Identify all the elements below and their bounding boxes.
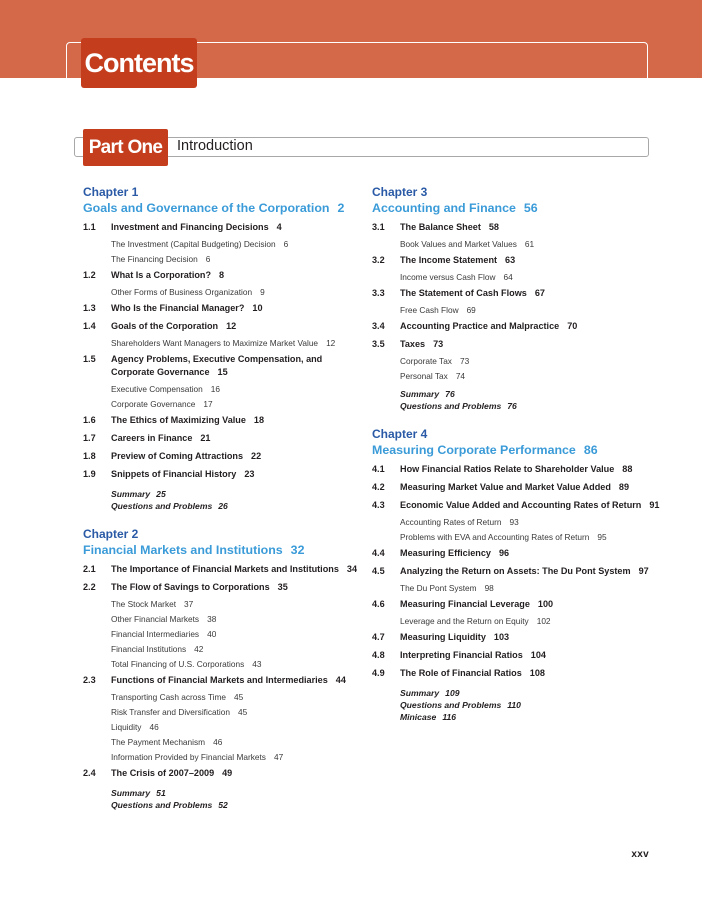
right-column [372,184,662,726]
toc-section[interactable]: 1.9 Snippets of Financial History 23 [83,469,255,479]
toc-subsection[interactable]: Total Financing of U.S. Corporations 43 [111,659,262,669]
toc-section[interactable]: 4.5 Analyzing the Return on Assets: The Du Pont System 97 [372,566,649,576]
toc-summary[interactable]: Summary 109 [400,688,460,698]
toc-questions[interactable]: Questions and Problems 26 [111,501,228,511]
toc-section[interactable]: 1.6 The Ethics of Maximizing Value 18 [83,415,265,425]
toc-section[interactable]: 4.7 Measuring Liquidity 103 [372,632,510,642]
chapter-title[interactable]: Goals and Governance of the Corporation 2 [83,201,345,215]
toc-subsection[interactable]: The Du Pont System 98 [400,583,494,593]
chapter-number: Chapter 1 [83,185,139,199]
toc-section[interactable]: 1.3 Who Is the Financial Manager? 10 [83,303,263,313]
toc-section[interactable]: 2.1 The Importance of Financial Markets and Institutions 34 [83,564,358,574]
toc-section[interactable]: 1.7 Careers in Finance 21 [83,433,211,443]
toc-section[interactable]: 4.8 Interpreting Financial Ratios 104 [372,650,546,660]
toc-subsection[interactable]: The Stock Market 37 [111,599,194,609]
toc-subsection[interactable]: Other Forms of Business Organization 9 [111,287,265,297]
toc-subsection[interactable]: The Financing Decision 6 [111,254,211,264]
toc-section[interactable]: 3.3 The Statement of Cash Flows 67 [372,288,545,298]
toc-minicase[interactable]: Minicase 116 [400,712,457,722]
toc-section[interactable]: 4.9 The Role of Financial Ratios 108 [372,668,545,678]
toc-section[interactable]: 4.4 Measuring Efficiency 96 [372,548,510,558]
toc-subsection[interactable]: Transporting Cash across Time 45 [111,692,244,702]
toc-subsection[interactable]: Financial Institutions 42 [111,644,204,654]
toc-section[interactable]: 3.5 Taxes 73 [372,339,444,349]
toc-section[interactable]: 4.2 Measuring Market Value and Market Value Added 89 [372,482,630,492]
toc-section[interactable]: 3.2 The Income Statement 63 [372,255,516,265]
toc-subsection[interactable]: Shareholders Want Managers to Maximize Market Value 12 [111,338,336,348]
part-title: Introduction [177,138,253,154]
toc-section[interactable]: 2.4 The Crisis of 2007–2009 49 [83,768,233,778]
chapter-number: Chapter 4 [372,427,428,441]
toc-section[interactable]: 1.8 Preview of Coming Attractions 22 [83,451,262,461]
toc-subsection[interactable]: Risk Transfer and Diversification 45 [111,707,248,717]
toc-subsection[interactable]: Leverage and the Return on Equity 102 [400,616,551,626]
page-number: xxv [631,849,649,860]
toc-section[interactable]: 4.3 Economic Value Added and Accounting Rates of Return 91 [372,500,660,510]
toc-subsection[interactable]: Corporate Governance 17 [111,399,213,409]
toc-section[interactable]: 2.2 The Flow of Savings to Corporations 35 [83,582,288,592]
toc-section[interactable]: 1.5 Agency Problems, Executive Compensation, and Corporate Governance 15 [83,354,323,377]
toc-subsection[interactable]: Book Values and Market Values 61 [400,239,535,249]
toc-subsection[interactable]: Corporate Tax 73 [400,356,470,366]
toc-subsection[interactable]: Problems with EVA and Accounting Rates of Return 95 [400,532,607,542]
toc-questions[interactable]: Questions and Problems 110 [400,700,521,710]
toc-questions[interactable]: Questions and Problems 76 [400,401,517,411]
toc-summary[interactable]: Summary 25 [111,489,166,499]
toc-subsection[interactable]: Income versus Cash Flow 64 [400,272,513,282]
toc-section[interactable]: 2.3 Functions of Financial Markets and Intermediaries 44 [83,675,346,685]
toc-subsection[interactable]: Financial Intermediaries 40 [111,629,217,639]
chapter-title[interactable]: Measuring Corporate Performance 86 [372,443,598,457]
chapter-1 [83,184,368,512]
chapter-2 [83,526,368,811]
left-column [83,184,368,814]
toc-subsection[interactable]: Other Financial Markets 38 [111,614,217,624]
toc-subsection[interactable]: Accounting Rates of Return 93 [400,517,519,527]
chapter-number: Chapter 3 [372,185,428,199]
toc-subsection[interactable]: Liquidity 46 [111,722,159,732]
toc-summary[interactable]: Summary 51 [111,788,166,798]
chapter-number: Chapter 2 [83,527,139,541]
toc-subsection[interactable]: The Investment (Capital Budgeting) Decision 6 [111,239,289,249]
toc-section[interactable]: 3.4 Accounting Practice and Malpractice 70 [372,321,578,331]
part-label: Part One [83,129,168,166]
chapter-title[interactable]: Financial Markets and Institutions 32 [83,543,305,557]
toc-section[interactable]: 4.1 How Financial Ratios Relate to Shareholder Value 88 [372,464,633,474]
toc-section[interactable]: 4.6 Measuring Financial Leverage 100 [372,599,554,609]
toc-subsection[interactable]: Information Provided by Financial Markets 47 [111,752,284,762]
chapter-4 [372,426,662,723]
toc-section[interactable]: 1.1 Investment and Financing Decisions 4 [83,222,282,232]
contents-heading: Contents [81,38,197,88]
chapter-3 [372,184,662,412]
toc-questions[interactable]: Questions and Problems 52 [111,800,228,810]
toc-section[interactable]: 1.2 What Is a Corporation? 8 [83,270,225,280]
toc-subsection[interactable]: Personal Tax 74 [400,371,466,381]
chapter-title[interactable]: Accounting and Finance 56 [372,201,538,215]
toc-summary[interactable]: Summary 76 [400,389,455,399]
toc-subsection[interactable]: Free Cash Flow 69 [400,305,476,315]
toc-section[interactable]: 3.1 The Balance Sheet 58 [372,222,499,232]
toc-subsection[interactable]: The Payment Mechanism 46 [111,737,223,747]
toc-section[interactable]: 1.4 Goals of the Corporation 12 [83,321,237,331]
toc-subsection[interactable]: Executive Compensation 16 [111,384,221,394]
